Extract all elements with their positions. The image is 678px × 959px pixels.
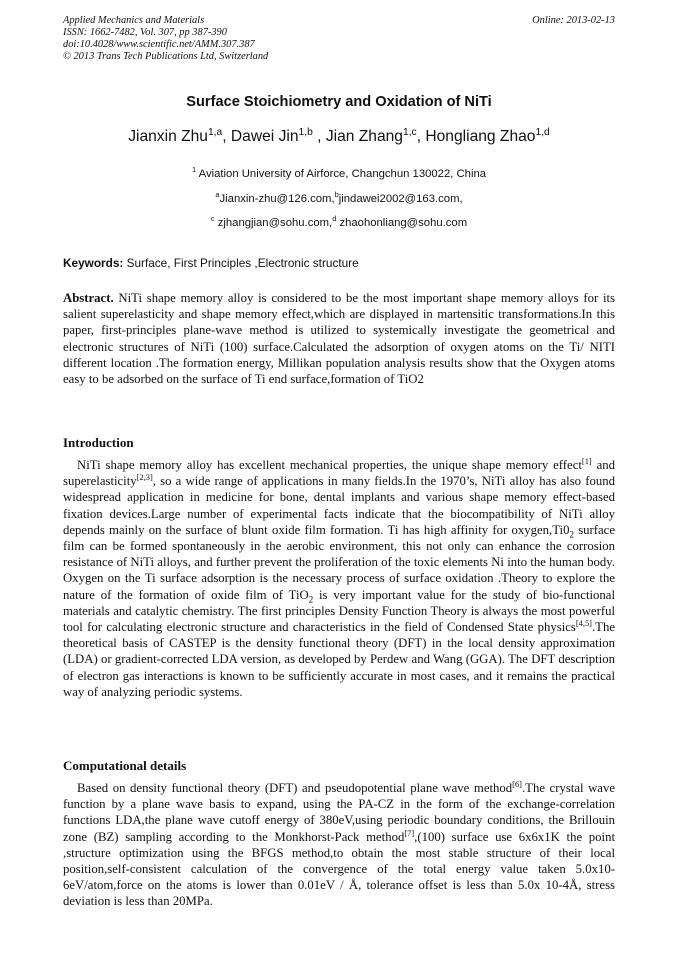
email-sup: b (334, 190, 339, 200)
subscript: 2 (308, 594, 314, 605)
computational-heading: Computational details (63, 758, 187, 773)
citation: [7] (404, 828, 415, 838)
journal-header (63, 15, 268, 63)
doi-line: doi:10.4028/www.scientific.net/AMM.307.387 (63, 39, 255, 50)
abstract (63, 290, 615, 387)
email-sup: a (215, 190, 220, 200)
computational-paragraph (63, 780, 615, 910)
author-sup: 1,c (402, 126, 417, 138)
emails-line-2 (0, 214, 678, 229)
intro-text: .The theoretical basis of CASTEP is the density functional theory (DFT) in the local density approximation (LDA) or gradient-corrected LDA version, as developed by Perdew and Wang (GGA). The DFT description of electron gas interactions is known to be sufficiently accurate in most cases, and it remains the practical way of analyzing periodic systems. (63, 620, 615, 699)
keywords-label: Keywords: (63, 256, 124, 270)
citation: [1] (581, 456, 592, 466)
affiliation-sup: 1 (191, 165, 197, 175)
comp-text: Based on density functional theory (DFT) and pseudopotential plane wave method (77, 781, 513, 795)
intro-text: , so a wide range of applications in many fields.In the 1970’s, NiTi alloy has also found widespread application in medicine for bone, dental implants and various shape memory effect-based fixation devices.Large number of experimental facts indicate that the biocompatibility of NiTi alloy depends mainly on the surface of blunt oxide film formation. Ti has high affinity for oxygen,Ti0 (63, 474, 615, 537)
issn-line: ISSN: 1662-7482, Vol. 307, pp 387-390 (63, 27, 227, 38)
citation: [2,3] (136, 472, 153, 482)
abstract-text: NiTi shape memory alloy is considered to be the most important shape memory alloys for its salient superelasticity and shape memory effect,which are displayed in martensitic transformations.In this paper, first-principles plane-wave method is utilized to systemically investigate the geometrical and electronic structures of NiTi (100) surface.Calculated the adsorption of oxygen atoms on the Ti/ NITI different location .The formation energy, Millikan population analysis results show that the Oxygen atoms easy to be adsorbed on the surface of Ti end surface,formation of TiO2 (63, 291, 615, 387)
intro-text: and superelasticity (63, 458, 615, 489)
author-sup: 1,a (207, 126, 223, 138)
intro-text: surface film can be formed spontaneously in the aerobic environment, this not only can enhance the corrosion resistance of NiTi alloys, and further prevent the proliferation of the toxic elements Ni into the human body. Oxygen on the Ti surface adsorption is the necessary process of surface oxidation .Theory to explore the nature of the formation of oxide film of TiO (63, 522, 615, 602)
email-address: zhaohonliang@sohu.com (336, 217, 468, 229)
email-address: zjhangjian@sohu.com, (214, 217, 333, 229)
copyright-line: © 2013 Trans Tech Publications Ltd, Switzerland (63, 51, 269, 62)
subscript: 2 (569, 529, 574, 540)
author-name: Jian Zhang (325, 128, 403, 145)
author-separator: , (416, 128, 426, 145)
email-sup: d (332, 214, 337, 224)
author-name: Jianxin Zhu (128, 128, 208, 145)
emails-line-1 (0, 190, 678, 205)
author-name: Dawei Jin (230, 128, 299, 145)
author-separator: , (222, 128, 231, 145)
intro-text: NiTi shape memory alloy has excellent mechanical properties, the unique shape memory effect (77, 458, 582, 472)
paper-title: Surface Stoichiometry and Oxidation of NiTi (186, 94, 492, 110)
journal-name: Applied Mechanics and Materials (63, 15, 205, 26)
citation: [6] (512, 779, 522, 789)
citation: [4,5] (575, 618, 592, 628)
author-list (0, 128, 678, 146)
comp-text: .The crystal wave function by a plane wave basis to expand, using the PA-CZ in the form of the exchange-correlation functions LDA,the plane wave cutoff energy of 380eV,using periodic boundary conditions, the Brillouin zone (BZ) sampling according to the Monkhorst-Pack method (63, 781, 615, 844)
comp-text: ,(100) surface use 6x6x1K the point ,structure optimization using the BFGS method,to obtain the most stable structure of their local position,self-consistent calculation of the convergence of the total energy value taken 5.0x10-6eV/atom,force on the atoms is lower than 0.01eV / Å, tolerance offset is less than 5.0x 10-4Å, stress deviation is less than 20MPa. (63, 829, 615, 909)
keywords (63, 256, 615, 270)
email-address: jindawei2002@163.com, (338, 193, 463, 205)
affiliation-text: Aviation University of Airforce, Changchun 130022, China (196, 168, 487, 180)
email-address: Jianxin-zhu@126.com, (219, 193, 335, 205)
keywords-text: Surface, First Principles ,Electronic structure (123, 256, 359, 270)
affiliation (0, 165, 678, 180)
author-name: Hongliang Zhao (425, 128, 536, 145)
introduction-paragraph (63, 457, 615, 700)
intro-text: is very important value for the study of bio-functional materials and catalytic chemistry. The first principles Density Function Theory is always the most powerful tool for calculating electronic structure and characteristics in the field of Condensed State physics (63, 587, 615, 635)
author-separator: , (312, 128, 326, 145)
abstract-label: Abstract. (63, 291, 114, 305)
author-sup: 1,b (298, 126, 313, 138)
author-sup: 1,d (535, 126, 550, 138)
online-date: Online: 2013-02-13 (532, 15, 615, 26)
email-sup: c (210, 214, 215, 224)
introduction-heading: Introduction (63, 435, 134, 450)
